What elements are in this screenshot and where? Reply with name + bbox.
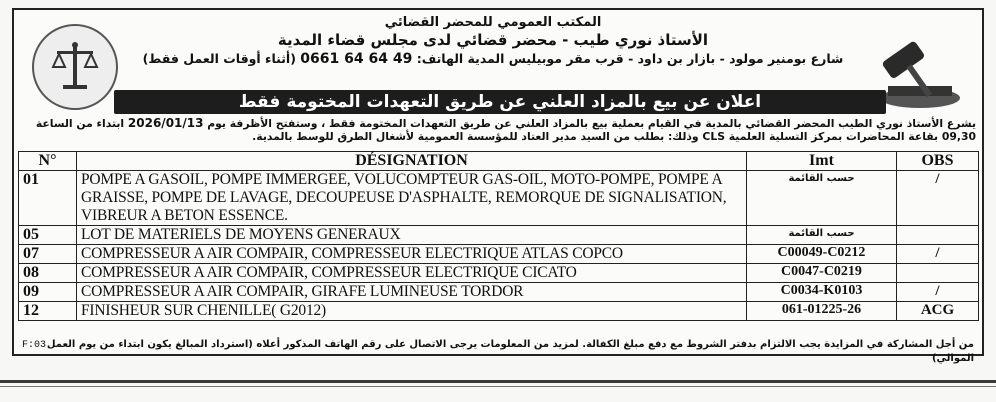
lot-imt: C00049-C0212 (747, 245, 897, 264)
lot-obs (897, 226, 979, 245)
table-row (19, 226, 979, 245)
bailiff-name: الأستاذ نوري طيب - محضر قضائي لدى مجلس قضاء المدية (277, 31, 709, 49)
participation-note: من أجل المشاركة في المزايدة يجب الالتزام بدفتر الشروط مع دفع مبلغ الكفالة. لمزيد من المعلومات يرجى الاتصال على رقم الهاتف المذكور أعلاه (استرداد المبالغ يكون ابتداء من يوم العمل الموالي) (46, 339, 974, 364)
table-row (19, 264, 979, 283)
lot-designation: FINISHEUR SUR CHENILLE( G2012) (77, 302, 747, 321)
lot-number: 07 (19, 245, 77, 264)
scales-of-justice-seal-icon (32, 24, 118, 110)
lot-obs: / (897, 171, 979, 226)
table-row (19, 302, 979, 321)
table-row (19, 283, 979, 302)
lot-imt: C0047-C0219 (747, 264, 897, 283)
lot-number: 08 (19, 264, 77, 283)
lot-imt: حسب القائمة (747, 171, 897, 226)
address-text: شارع بومنير مولود - بازار بن داود - قرب مقر موبيليس المدية الهاتف: (416, 51, 844, 66)
lot-number: 12 (19, 302, 77, 321)
table-header-row (19, 152, 979, 171)
lot-number: 09 (19, 283, 77, 302)
lot-designation: LOT DE MATERIELS DE MOYENS GENERAUX (77, 226, 747, 245)
col-header-obs: OBS (897, 152, 979, 171)
col-header-designation: DÉSIGNATION (77, 152, 747, 171)
intro-part1: يشرع الأستاذ نوري الطيب المحضر القضائي بالمدية في القيام بعملية بيع بالمزاد العلني عن طريق التعهدات المختومة فقط ، وستفتح الأظرفة يوم (207, 117, 976, 130)
lot-obs: / (897, 283, 979, 302)
col-header-imt: Imt (747, 152, 897, 171)
phone-number: 0661 64 64 49 (300, 51, 413, 67)
office-title: المكتب العمومي للمحضر القضائي (384, 15, 602, 30)
lot-obs: ACG (897, 302, 979, 321)
lot-obs (897, 264, 979, 283)
hours-note: (أثناء أوقات العمل فقط) (142, 51, 296, 66)
lot-imt: حسب القائمة (747, 226, 897, 245)
auction-notice (12, 8, 984, 364)
office-header (134, 14, 852, 68)
lot-number: 05 (19, 226, 77, 245)
intro-part2: ابتداء من الساعة 09,30 بقاعة المحاضرات بمركز التسلية العلمية CLS وذلك: بطلب من السيد مدير العتاد للمؤسسة العمومية لأشغال الطرق للوسط بالمدية. (35, 117, 976, 143)
lot-obs: / (897, 245, 979, 264)
lot-designation: POMPE A GASOIL, POMPE IMMERGEE, VOLUCOMPTEUR GAS-OIL, MOTO-POMPE, POMPE A GRAISSE, POMPE DE LAVAGE, DECOUPEUSE D'ASPHALTE, REMORQUE DE SIGNALISATION, VIBREUR A BETON ESSENCE. (77, 171, 747, 226)
lot-number: 01 (19, 171, 77, 226)
address-line (134, 50, 852, 68)
lot-designation: COMPRESSEUR A AIR COMPAIR, COMPRESSEUR ELECTRIQUE CICATO (77, 264, 747, 283)
page-divider-thin (0, 386, 996, 387)
lot-imt: C0034-K0103 (747, 283, 897, 302)
form-code: F:03 (22, 340, 47, 351)
lots-table (18, 151, 979, 321)
intro-paragraph (20, 117, 976, 143)
table-row (19, 245, 979, 264)
lot-designation: COMPRESSEUR A AIR COMPAIR, COMPRESSEUR ELECTRIQUE ATLAS COPCO (77, 245, 747, 264)
table-row (19, 171, 979, 226)
lot-imt: 061-01225-26 (747, 302, 897, 321)
lot-designation: COMPRESSEUR A AIR COMPAIR, GIRAFE LUMINEUSE TORDOR (77, 283, 747, 302)
page-divider (0, 380, 996, 383)
col-header-num: N° (19, 152, 77, 171)
auction-banner: اعلان عن بيع بالمزاد العلني عن طريق التعهدات المختومة فقط (114, 90, 886, 114)
opening-date: 2026/01/13 (127, 116, 204, 130)
